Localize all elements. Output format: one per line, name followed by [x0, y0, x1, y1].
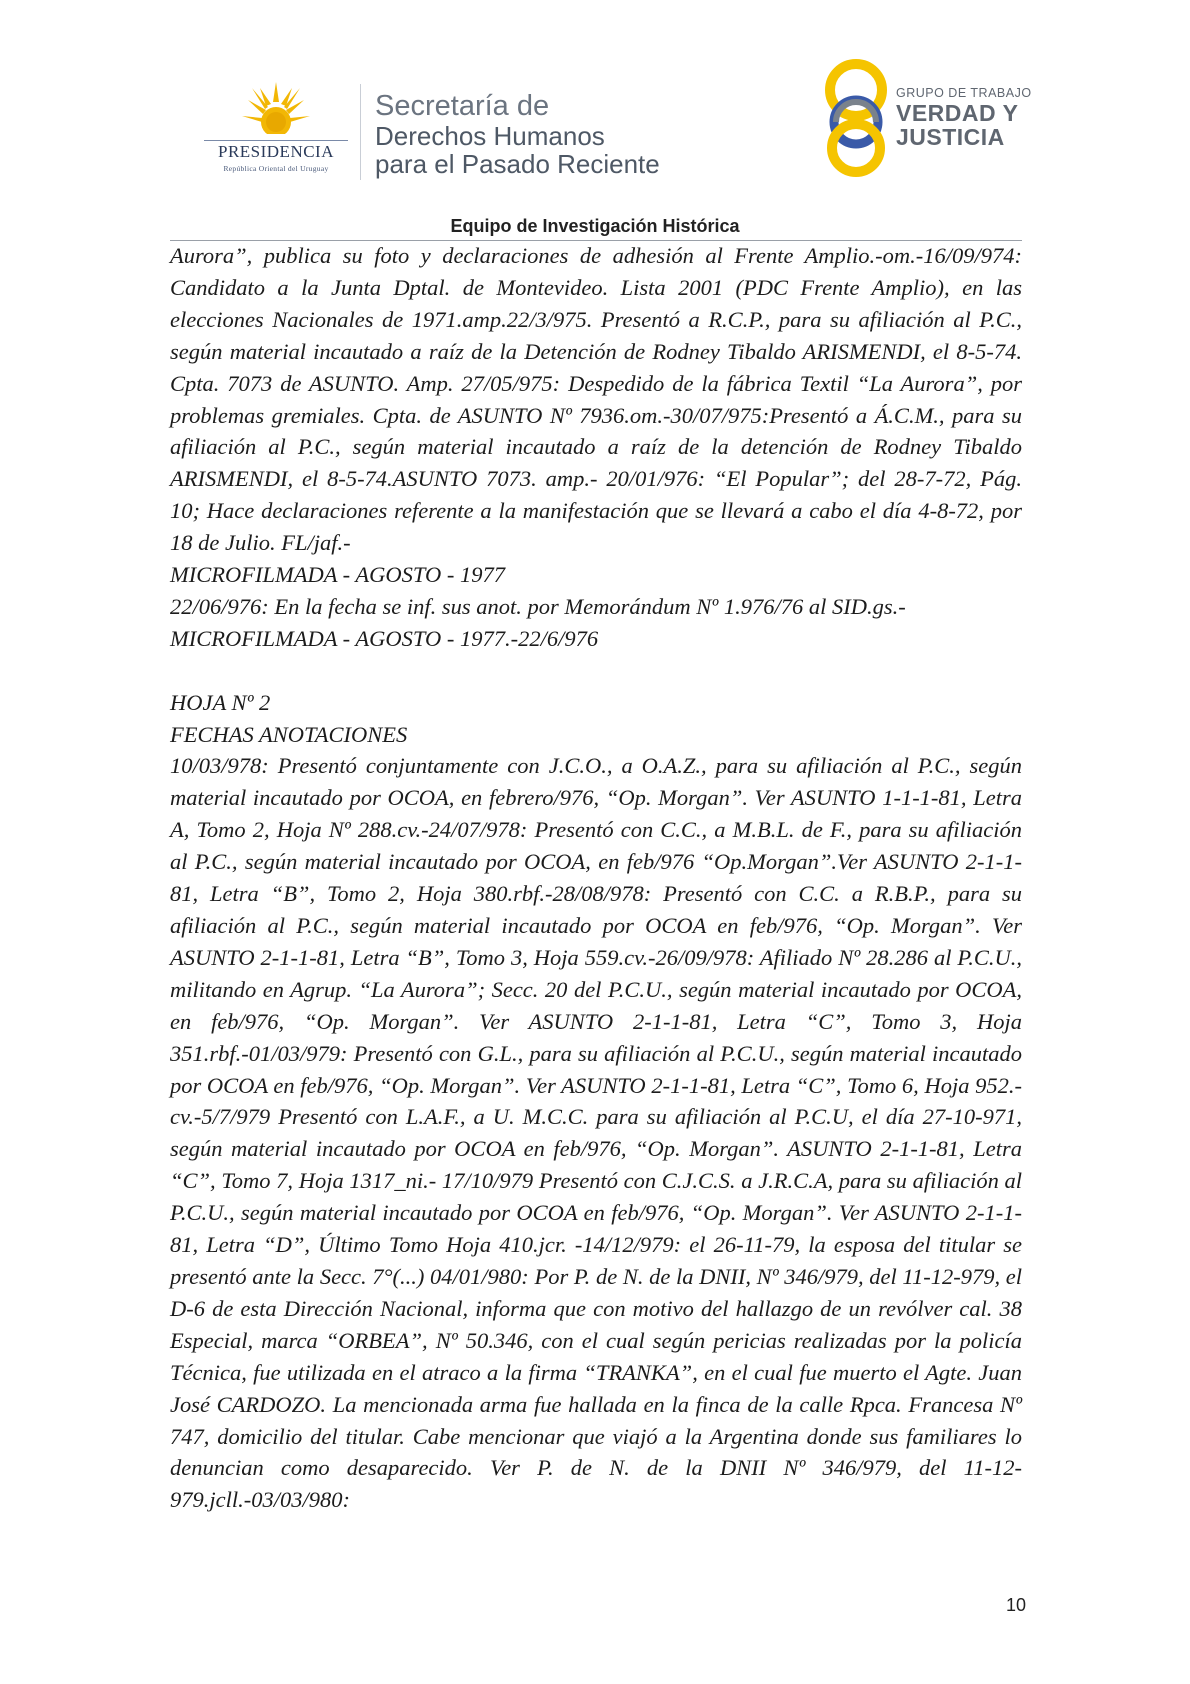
grupo-line1: GRUPO DE TRABAJO [896, 86, 1032, 100]
team-title: Equipo de Investigación Histórica [450, 216, 740, 236]
sun-icon [238, 80, 314, 140]
grupo-line3: JUSTICIA [896, 124, 1005, 150]
grupo-line2: VERDAD Y [896, 100, 1019, 126]
header-divider [360, 84, 361, 180]
paragraph-intro: Aurora”, publica su foto y declaraciones de adhesión al Frente Amplio.-om.-16/09/974: Candidato a la Junta Dptal. de Montevideo. Lista 2001 (PDC Frente Amplio), en las elecciones Nacionales de 1971.amp.22/3/975. Presentó a R.C.P., para su afiliación al P.C., según material incautado a raíz de la Detención de Rodney Tibaldo ARISMENDI, el 8-5-74. Cpta. 7073 de ASUNTO. Amp. 27/05/975: Despedido de la fábrica Textil “La Aurora”, por problemas gremiales. Cpta. de ASUNTO Nº 7936.om.-30/07/975:Presentó a Á.C.M., para su afiliación al P.C., según material incautado a raíz de la detención de Rodney Tibaldo ARISMENDI, el 8-5-74.ASUNTO 7073. amp.- 20/01/976: “El Popular”; del 28-7-72, Pág. 10; Hace declaraciones referente a la manifestación que se llevará a cabo el día 4-8-72, por 18 de Julio. FL/jaf.- [170, 243, 1022, 556]
sheet-heading: HOJA Nº 2 [170, 689, 271, 715]
paragraph-annotations: 10/03/978: Presentó conjuntamente con J.C.O., a O.A.Z., para su afiliación al P.C., según material incautado por OCOA, en febrero/976, “Op. Morgan”. Ver ASUNTO 1-1-1-81, Letra A, Tomo 2, Hoja Nº 288.cv.-24/07/978: Presentó con C.C., a M.B.L. de F., para su afiliación al P.C., según material incautado por OCOA, en feb/976 “Op.Morgan”.Ver ASUNTO 2-1-1-81, Letra “B”, Tomo 2, Hoja 380.rbf.-28/08/978: Presentó con C.C. a R.B.P., para su afiliación al P.C., según material incautado por OCOA en feb/976, “Op. Morgan”. Ver ASUNTO 2-1-1-81, Letra “B”, Tomo 3, Hoja 559.cv.-26/09/978: Afiliado Nº 28.286 al P.C.U., militando en Agrup. “La Aurora”; Secc. 20 del P.C.U., según material incautado por OCOA, en feb/976, “Op. Morgan”. Ver ASUNTO 2-1-1-81, Letra “C”, Tomo 3, Hoja 351.rbf.-01/03/979: Presentó con G.L., para su afiliación al P.C.U., según material incautado por OCOA en feb/976, “Op. Morgan”. Ver ASUNTO 2-1-1-81, Letra “C”, Tomo 6, Hoja 952.-cv.-5/7/979 Presentó con L.A.F., a U. M.C.C. para su afiliación al P.C.U, el día 27-10-971, según material incautado por OCOA en feb/976, “Op. Morgan”. ASUNTO 2-1-1-81, Letra “C”, Tomo 7, Hoja 1317_ni.- 17/10/979 Presentó con C.J.C.S. a J.R.C.A, para su afiliación al P.C.U., según material incautado por OCOA en feb/976, “Op. Morgan”. Ver ASUNTO 2-1-1-81, Letra “D”, Último Tomo Hoja 410.jcr. -14/12/979: el 26-11-79, la esposa del titular se presentó ante la Secc. 7°(...) 04/01/980: Por P. de N. de la DNII, Nº 346/979, del 11-12-979, el D-6 de esta Dirección Nacional, informa que con motivo del hallazgo de un revólver cal. 38 Especial, marca “ORBEA”, Nº 50.346, con el cual según pericias realizadas por la policía Técnica, fue utilizada en el atraco a la firma “TRANKA”, en el cual fue muerto el Agte. Juan José CARDOZO. La mencionada arma fue hallada en la finca de la calle Rpca. Francesa Nº 747, domicilio del titular. Cabe mencionar que viajó a la Argentina donde sus familiares lo denuncian como desaparecido. Ver P. de N. de la DNII Nº 346/979, del 11-12-979.jcll.-03/03/980: [170, 753, 1022, 1513]
presidencia-subtitle: República Oriental del Uruguay [223, 164, 329, 173]
presidencia-name: PRESIDENCIA [217, 142, 334, 161]
page-number: 10 [1005, 1595, 1026, 1615]
page-header [0, 0, 1190, 236]
blank-line [170, 655, 1022, 687]
document-body [170, 240, 1022, 1516]
presidencia-logo [196, 80, 356, 180]
memo-note: 22/06/976: En la fecha se inf. sus anot. por Memorándum Nº 1.976/76 al SID.gs.- [170, 593, 906, 619]
secretaria-line1: Secretaría de [375, 90, 550, 122]
dates-heading: FECHAS ANOTACIONES [170, 721, 408, 747]
secretaria-logo [375, 90, 660, 178]
secretaria-line2: Derechos Humanos [375, 121, 605, 151]
microfilm-note-2: MICROFILMADA - AGOSTO - 1977.-22/6/976 [170, 625, 599, 651]
grupo-verdad-justicia-logo [818, 56, 1032, 180]
rings-icon [818, 56, 894, 180]
microfilm-note-1: MICROFILMADA - AGOSTO - 1977 [170, 562, 505, 588]
secretaria-line3: para el Pasado Reciente [375, 149, 660, 179]
presidencia-divider [204, 140, 348, 141]
grupo-text [896, 86, 1032, 149]
